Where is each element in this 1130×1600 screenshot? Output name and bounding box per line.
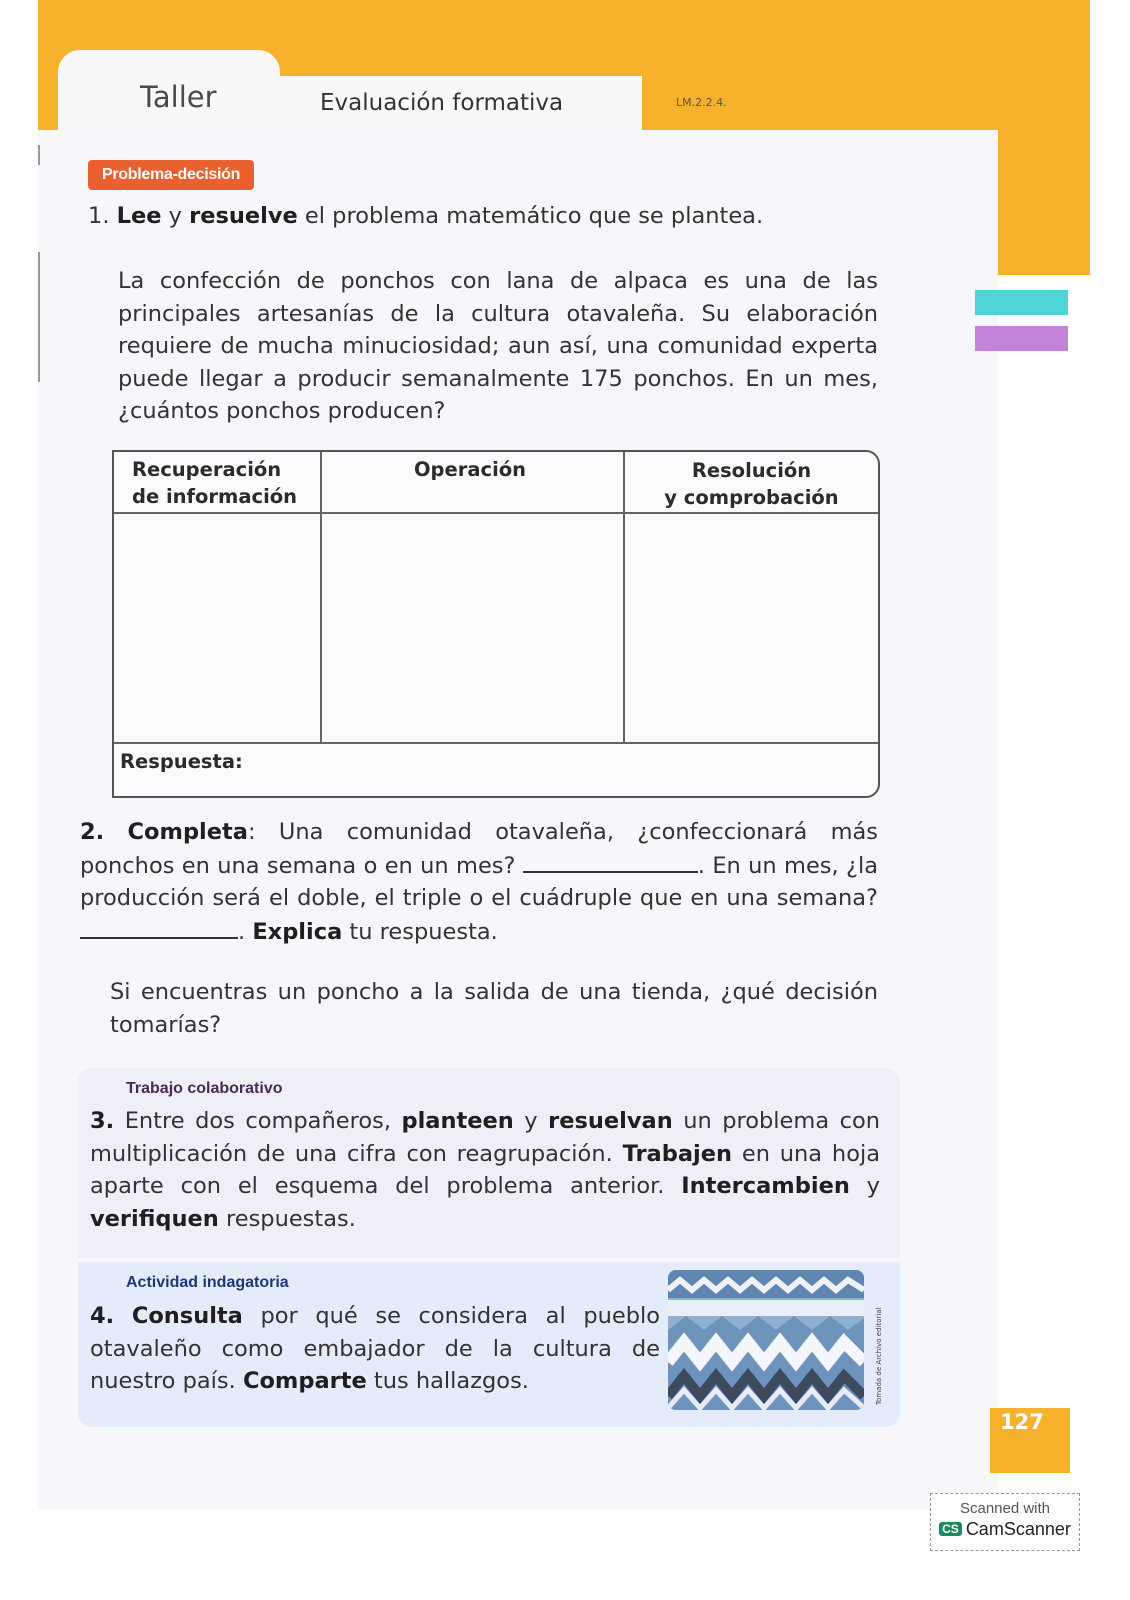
tab-taller: Taller: [58, 50, 280, 130]
left-edge-mark: [38, 252, 40, 382]
table-answer-divider: [114, 742, 878, 744]
answer-label: Respuesta:: [120, 750, 243, 773]
side-tab-cyan: [975, 290, 1068, 315]
textile-pattern: [668, 1270, 864, 1410]
poncho-textile-image: [668, 1270, 864, 1410]
cell-operacion[interactable]: [322, 514, 623, 742]
label-trabajo-colaborativo: Trabajo colaborativo: [126, 1080, 283, 1097]
question-3: 3. Entre dos compañeros, planteen y resuelvan un problema con multiplicación de una cifra con reagrupación. Trabajen en una hoja aparte con el esquema del problema anterior. Intercambien y verifiquen respuestas.: [90, 1108, 881, 1232]
column-header-operacion: Operación: [413, 458, 527, 481]
curriculum-code: LM.2.2.4.: [676, 96, 727, 109]
side-tab-purple: [975, 326, 1068, 351]
column-header-resolucion: Resolución y comprobación: [664, 459, 839, 509]
question-2-decision: Si encuentras un poncho a la salida de una tienda, ¿qué decisión tomarías?: [110, 979, 878, 1038]
answer-field[interactable]: [244, 746, 864, 790]
answer-blank-2[interactable]: [80, 915, 238, 939]
camscanner-logo-icon: CS: [939, 1522, 962, 1536]
label-actividad-indagatoria: Actividad indagatoria: [126, 1274, 289, 1291]
column-header-recuperacion: Recuperación de información: [132, 458, 298, 508]
tab-evaluacion: Evaluación formativa: [280, 76, 642, 130]
page-number: 127: [990, 1408, 1070, 1473]
cell-recuperacion[interactable]: [116, 514, 320, 742]
answer-blank-1[interactable]: [523, 849, 698, 873]
cell-resolucion[interactable]: [625, 514, 878, 742]
section-badge: Problema-decisión: [88, 160, 254, 190]
image-credit: [871, 1275, 885, 1410]
camscanner-watermark: Scanned with CS CamScanner: [930, 1493, 1080, 1551]
question-1: 1. Lee y resuelve el problema matemático que se plantea.: [88, 203, 764, 229]
solution-table: [112, 450, 880, 798]
question-2: 2. Completa: Una comunidad otavaleña, ¿confeccionará más ponchos en una semana o en un mes? . En un mes, ¿la producción será el doble, el triple o el cuádruple que en una semana? . Explica tu respuesta.: [80, 819, 878, 945]
left-edge-mark: [38, 145, 40, 165]
svg-text:Tomada de Archivo editorial: Tomada de Archivo editorial: [875, 1307, 883, 1405]
question-4: 4. Consulta por qué se considera al pueblo otavaleño como embajador de la cultura de nuestro país. Comparte tus hallazgos.: [90, 1303, 660, 1394]
problem-statement: La confección de ponchos con lana de alpaca es una de las principales artesanías de la cultura otavaleña. Su elaboración requiere de mucha minuciosidad; aun así, una comunidad experta puede llegar a producir semanalmente 175 ponchos. En un mes, ¿cuántos ponchos producen?: [118, 268, 878, 424]
